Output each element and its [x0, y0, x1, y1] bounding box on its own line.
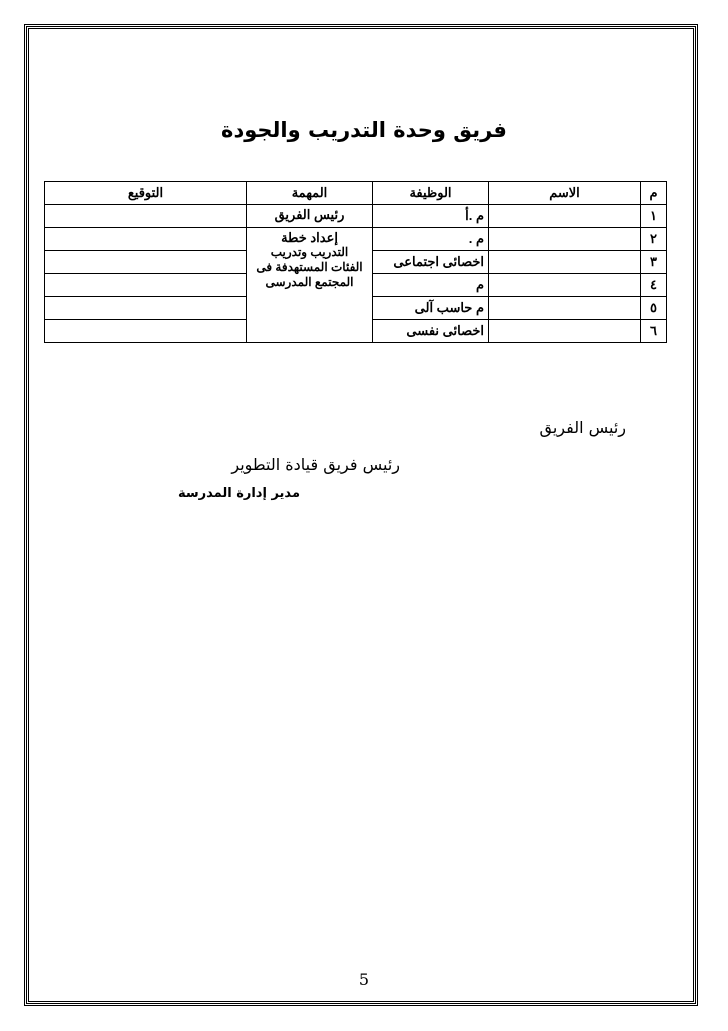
row-job: م حاسب آلى — [373, 297, 489, 320]
header-name: الاسم — [489, 182, 641, 205]
row-name — [489, 251, 641, 274]
row-task-head: رئيس الفريق — [247, 205, 373, 228]
row-job: اخصائى اجتماعى — [373, 251, 489, 274]
row-num: ٢ — [641, 228, 667, 251]
row-job: م — [373, 274, 489, 297]
task-line: الفئات المستهدفة فى — [256, 260, 363, 274]
row-num: ٥ — [641, 297, 667, 320]
table-row — [45, 228, 667, 251]
row-name — [489, 297, 641, 320]
header-sign: التوقيع — [45, 182, 247, 205]
row-task-plan — [247, 228, 373, 343]
row-name — [489, 274, 641, 297]
signature-team-head: رئيس الفريق — [539, 418, 626, 437]
row-num: ٣ — [641, 251, 667, 274]
row-job: م .أ — [373, 205, 489, 228]
header-num: م — [641, 182, 667, 205]
task-line: إعداد خطة — [281, 230, 338, 245]
row-num: ٦ — [641, 320, 667, 343]
row-sign — [45, 274, 247, 297]
row-num: ١ — [641, 205, 667, 228]
row-sign — [45, 228, 247, 251]
signature-dev-head: رئيس فريق قيادة التطوير — [231, 455, 400, 474]
row-name — [489, 320, 641, 343]
page-title: فريق وحدة التدريب والجودة — [221, 118, 507, 142]
row-sign — [45, 251, 247, 274]
table-row — [45, 205, 667, 228]
row-num: ٤ — [641, 274, 667, 297]
row-job: م . — [373, 228, 489, 251]
row-sign — [45, 320, 247, 343]
signature-school-manager: مدير إدارة المدرسة — [177, 486, 300, 501]
header-job: الوظيفة — [373, 182, 489, 205]
page-number: 5 — [358, 970, 370, 989]
team-table — [44, 181, 667, 343]
header-task: المهمة — [247, 182, 373, 205]
task-line: التدريب وتدريب — [270, 245, 349, 259]
page-border-inner — [28, 28, 694, 1002]
row-sign — [45, 297, 247, 320]
row-sign — [45, 205, 247, 228]
table-header-row — [45, 182, 667, 205]
row-name — [489, 228, 641, 251]
task-line: المجتمع المدرسى — [265, 275, 354, 289]
row-job: اخصائى نفسى — [373, 320, 489, 343]
row-name — [489, 205, 641, 228]
